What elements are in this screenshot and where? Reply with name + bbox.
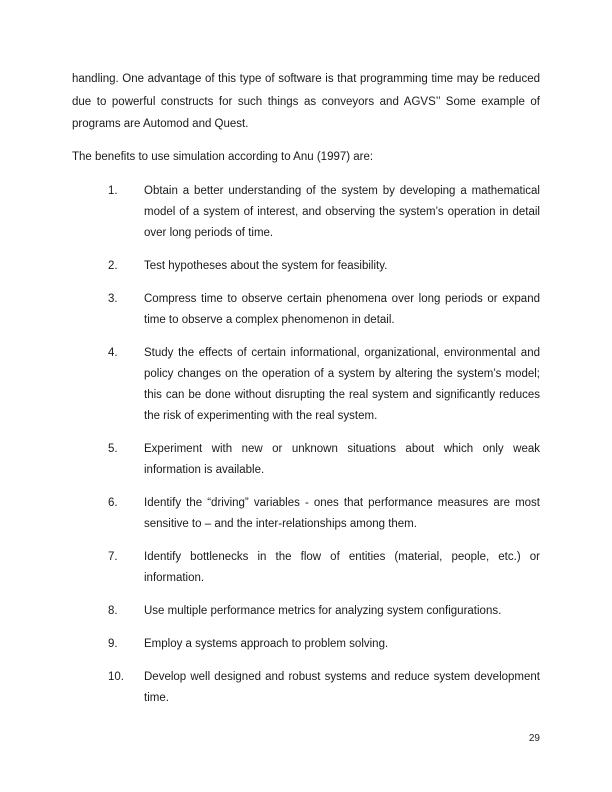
list-item-number: 6.: [108, 497, 118, 509]
intro-paragraph: handling. One advantage of this type of software is that programming time may be reduced due to powerful constructs for such things as conveyors and AGVS’’ Some example of programs are Automod and Quest.: [72, 73, 540, 130]
list-item-text: Compress time to observe certain phenomena over long periods or expand time to observe a complex phenomenon in detail.: [144, 293, 540, 326]
page-number: 29: [528, 733, 540, 744]
list-item-text: Obtain a better understanding of the system by developing a mathematical model of a system of interest, and observing the system’s operation in detail over long periods of time.: [144, 185, 540, 239]
list-item-text: Test hypotheses about the system for feasibility.: [144, 260, 388, 272]
list-item: [72, 601, 540, 622]
list-item: [72, 439, 540, 481]
list-item: [72, 634, 540, 655]
list-item-number: 5.: [108, 443, 118, 455]
list-item-number: 1.: [108, 185, 118, 197]
list-item: [72, 667, 540, 709]
list-item-number: 7.: [108, 551, 118, 563]
list-item-number: 2.: [108, 260, 118, 272]
benefits-list: [72, 181, 540, 721]
list-item-number: 10.: [108, 671, 124, 683]
list-item-text: Employ a systems approach to problem solving.: [144, 638, 389, 650]
list-item-text: Identify the “driving” variables - ones that performance measures are most sensitive to – and the inter-relationships among them.: [144, 497, 540, 530]
list-item: [72, 256, 540, 277]
list-item-number: 9.: [108, 638, 118, 650]
list-item-number: 4.: [108, 347, 118, 359]
benefits-intro: The benefits to use simulation according to Anu (1997) are:: [72, 151, 374, 163]
list-item: [72, 343, 540, 427]
list-item: [72, 547, 540, 589]
list-item-text: Use multiple performance metrics for analyzing system configurations.: [144, 605, 502, 617]
list-item-text: Identify bottlenecks in the flow of entities (material, people, etc.) or information.: [144, 551, 540, 584]
list-item-number: 3.: [108, 293, 118, 305]
list-item-text: Study the effects of certain informational, organizational, environmental and policy changes on the operation of a system by altering the system’s model; this can be done without disrupting the real system and significantly reduces the risk of experimenting with the real system.: [144, 347, 540, 422]
list-item-text: Develop well designed and robust systems and reduce system development time.: [144, 671, 540, 704]
list-item: [72, 493, 540, 535]
list-item: [72, 289, 540, 331]
list-item-number: 8.: [108, 605, 118, 617]
list-item: [72, 181, 540, 244]
list-item-text: Experiment with new or unknown situations about which only weak information is available.: [144, 443, 540, 476]
